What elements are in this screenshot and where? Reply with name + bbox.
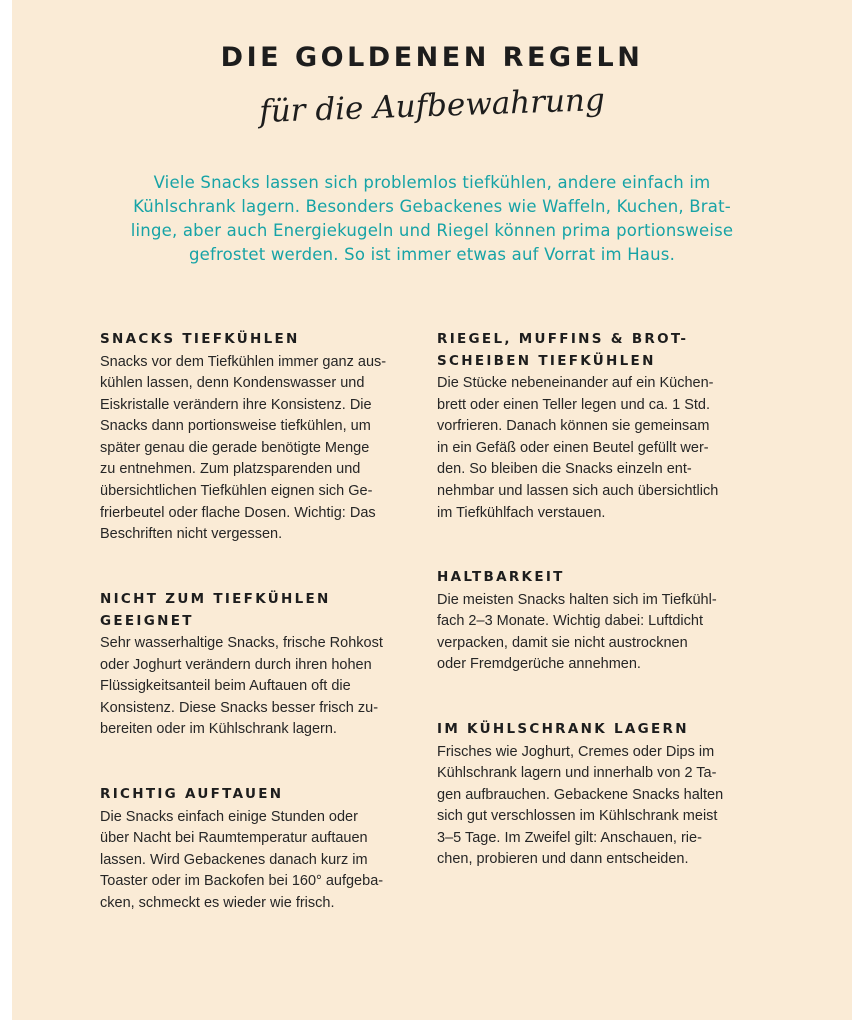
intro-paragraph (102, 171, 762, 267)
section-body-line: bereiten oder im Kühlschrank lagern. (100, 721, 337, 738)
section-body-line: zu entnehmen. Zum platzsparenden und (100, 461, 361, 478)
section-heading (100, 329, 430, 351)
section-im-kuehlschrank-lagern (437, 719, 767, 871)
section-body-line: Toaster oder im Backofen bei 160° aufgeba- (100, 873, 384, 890)
section-body-line: Konsistenz. Diese Snacks besser frisch zu- (100, 699, 379, 716)
section-body-line: im Tiefkühlfach verstauen. (437, 504, 606, 521)
section-body-line: Sehr wasserhaltige Snacks, frische Rohkost (100, 635, 383, 651)
section-heading-line: GEEIGNET (100, 612, 194, 629)
section-body (437, 742, 767, 872)
section-body (437, 590, 767, 676)
section-body-line: frierbeutel oder flache Dosen. Wichtig: Das (100, 504, 376, 521)
section-body (100, 633, 430, 741)
section-body-line: Die Stücke nebeneinander auf ein Küchen- (437, 375, 714, 391)
section-body-line: Die Snacks einfach einige Stunden oder (100, 808, 358, 825)
section-body-line: chen, probieren und dann entscheiden. (437, 851, 689, 868)
section-body-line: Beschriften nicht vergessen. (100, 526, 283, 543)
section-body-line: gen aufbrauchen. Gebackene Snacks halten (437, 786, 724, 803)
section-body-line: oder Fremdgerüche annehmen. (437, 656, 641, 673)
page (12, 0, 852, 1020)
section-heading (437, 567, 767, 589)
section-body-line: vorfrieren. Danach können sie gemeinsam (437, 418, 710, 435)
section-body-line: Eiskristalle verändern ihre Konsistenz. Die (100, 396, 372, 413)
section-body (100, 807, 430, 915)
section-snacks-tiefkuehlen (100, 329, 430, 546)
page-title: DIE GOLDENEN REGELN (220, 42, 644, 73)
section-richtig-auftauen (100, 784, 430, 914)
section-body-line: 3–5 Tage. Im Zweifel gilt: Anschauen, rie- (437, 829, 702, 846)
section-body-line: später genau die gerade benötigte Menge (100, 439, 370, 456)
section-riegel-muffins-tiefkuehlen (437, 329, 767, 524)
section-haltbarkeit (437, 567, 767, 676)
section-body-line: sich gut verschlossen im Kühlschrank meist (437, 808, 718, 825)
section-heading-line: RICHTIG AUFTAUEN (100, 786, 284, 802)
section-body-line: kühlen lassen, denn Kondenswasser und (100, 375, 365, 392)
section-body-line: Flüssigkeitsanteil beim Auftauen oft die (100, 678, 351, 695)
section-body-line: oder Joghurt verändern durch ihren hohen (100, 656, 372, 673)
section-body-line: über Nacht bei Raumtemperatur auftauen (100, 830, 368, 847)
section-heading (437, 719, 767, 741)
section-heading (437, 329, 767, 372)
section-body-line: Kühlschrank lagern und innerhalb von 2 Ta- (437, 765, 717, 782)
section-body-line: verpacken, damit sie nicht austrocknen (437, 634, 688, 651)
page-subtitle: für die Aufbewahrung (258, 81, 606, 131)
section-body-line: nehmbar und lassen sich auch übersichtlich (437, 482, 719, 499)
intro-line: gefrostet werden. So ist immer etwas auf Vorrat im Haus. (188, 245, 676, 264)
intro-line: linge, aber auch Energiekugeln und Riegel können prima portionsweise (130, 221, 734, 240)
section-heading (100, 784, 430, 806)
section-body-line: lassen. Wird Gebackenes danach kurz im (100, 851, 368, 868)
section-body-line: Snacks vor dem Tiefkühlen immer ganz aus- (100, 353, 387, 370)
section-body-line: Snacks dann portionsweise tiefkühlen, um (100, 418, 371, 435)
section-body (100, 352, 430, 546)
section-heading (100, 589, 430, 632)
section-body (437, 373, 767, 524)
section-body-line: brett oder einen Teller legen und ca. 1 Std. (437, 396, 711, 413)
section-heading-line: SNACKS TIEFKÜHLEN (100, 331, 300, 347)
section-body-line: den. So bleiben die Snacks einzeln ent- (437, 461, 692, 478)
section-body-line: übersichtlichen Tiefkühlen eignen sich Ge- (100, 483, 373, 500)
section-heading-line: HALTBARKEIT (437, 569, 565, 585)
section-body-line: cken, schmeckt es wieder wie frisch. (100, 894, 335, 911)
section-heading-line: NICHT ZUM TIEFKÜHLEN (100, 591, 331, 607)
section-nicht-zum-tiefkuehlen (100, 589, 430, 741)
intro-line: Viele Snacks lassen sich problemlos tiefkühlen, andere einfach im (153, 173, 711, 192)
section-body-line: in ein Gefäß oder einen Beutel gefüllt wer- (437, 439, 709, 456)
section-body-line: Frisches wie Joghurt, Cremes oder Dips im (437, 743, 715, 760)
section-body-line: fach 2–3 Monate. Wichtig dabei: Luftdicht (437, 613, 703, 630)
section-heading-line: IM KÜHLSCHRANK LAGERN (437, 721, 689, 737)
section-body-line: Die meisten Snacks halten sich im Tiefkühl- (437, 591, 717, 608)
section-heading-line: SCHEIBEN TIEFKÜHLEN (437, 352, 656, 369)
section-heading-line: RIEGEL, MUFFINS & BROT- (437, 331, 689, 347)
intro-line: Kühlschrank lagern. Besonders Gebackenes wie Waffeln, Kuchen, Brat- (133, 197, 731, 216)
